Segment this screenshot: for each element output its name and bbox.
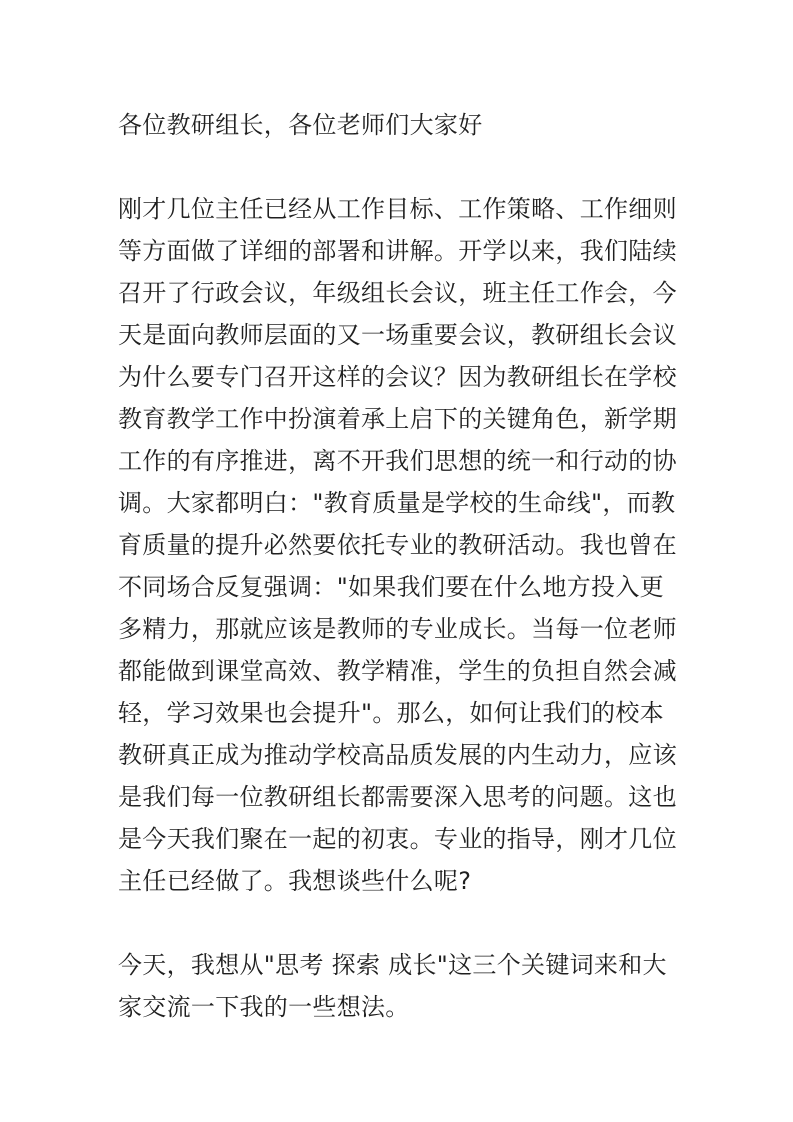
closing-paragraph: 今天，我想从"思考 探索 成长"这三个关键词来和大家交流一下我的一些想法。 — [118, 951, 667, 1021]
document-body — [118, 104, 678, 1070]
greeting-line: 各位教研组长，各位老师们大家好 — [118, 111, 483, 139]
body-paragraph: 刚才几位主任已经从工作目标、工作策略、工作细则等方面做了详细的部署和讲解。开学以来，我们陆续召开了行政会议，年级组长会议，班主任工作会，今天是面向教师层面的又一场重要会议，教研组长会议为什么要专门召开这样的会议？因为教研组长在学校教育教学工作中扮演着承上启下的关键角色，新学期工作的有序推进，离不开我们思想的统一和行动的协调。大家都明白："教育质量是学校的生命线"，而教育质量的提升必然要依托专业的教研活动。我也曾在不同场合反复强调："如果我们要在什么地方投入更多精力，那就应该是教师的专业成长。当每一位老师都能做到课堂高效、教学精准，学生的负担自然会减轻，学习效果也会提升"。那么，如何让我们的校本教研真正成为推动学校高品质发展的内生动力，应该是我们每一位教研组长都需要深入思考的问题。这也是今天我们聚在一起的初衷。专业的指导，刚才几位主任已经做了。我想谈些什么呢? — [118, 195, 677, 895]
